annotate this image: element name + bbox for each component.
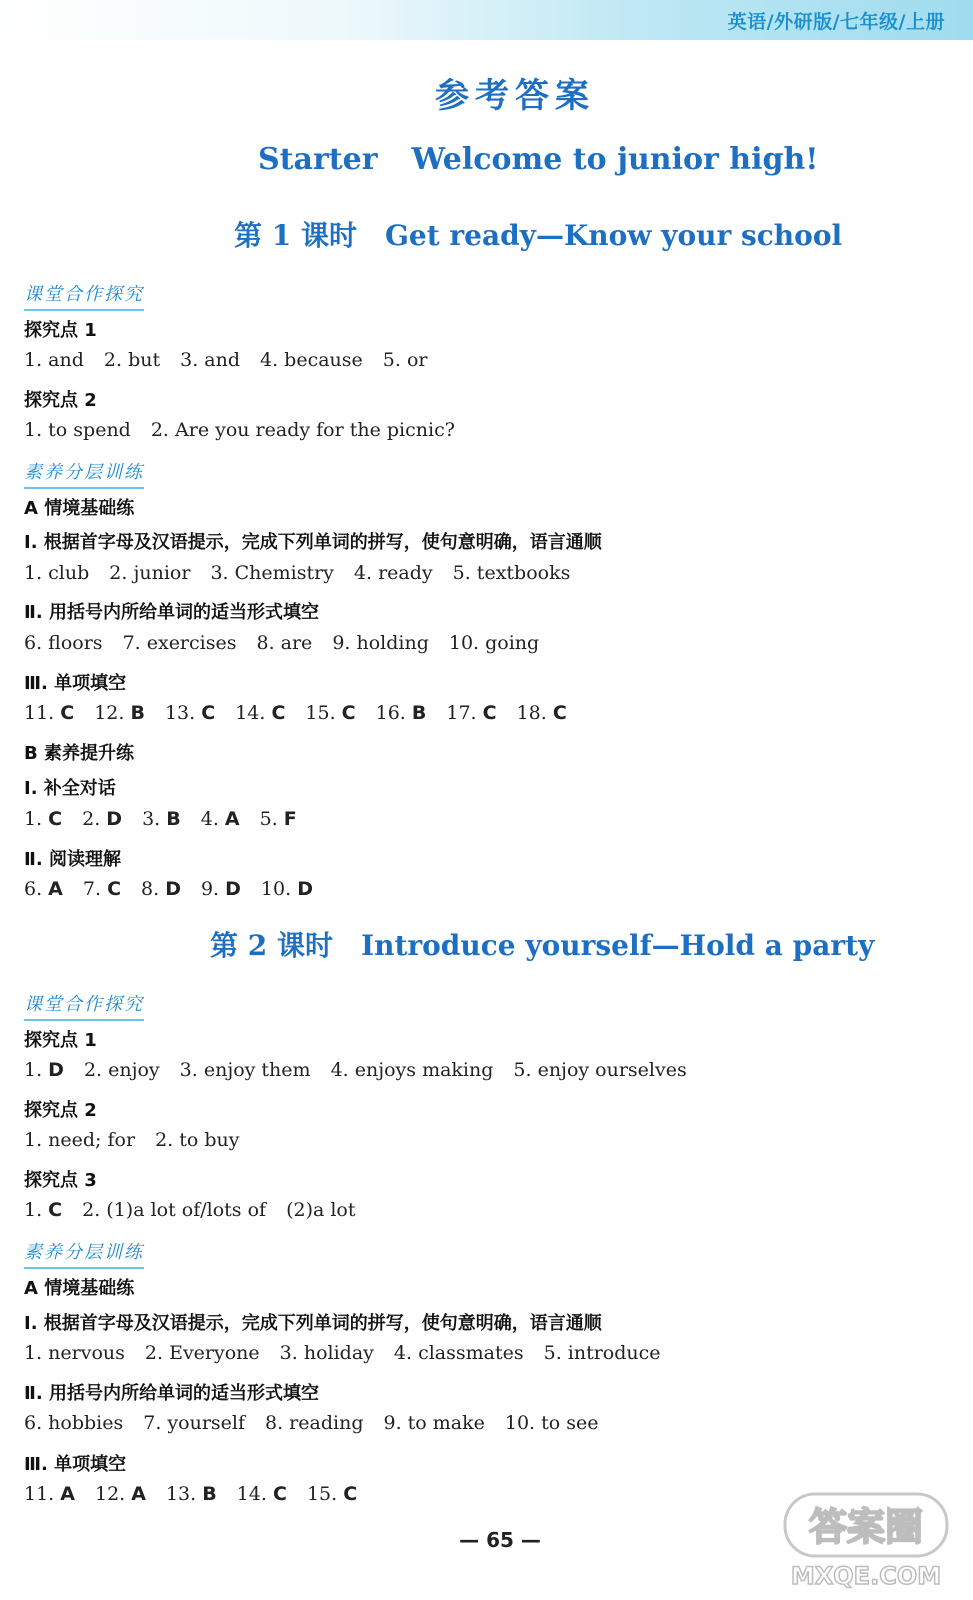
answer-item: 1. need; for xyxy=(24,1129,136,1151)
answer-item: 4. classmates xyxy=(393,1342,524,1364)
point-heading: 探究点 1 xyxy=(24,1030,97,1051)
answer-item: 15. C xyxy=(306,1483,358,1505)
answer-item: 8. D xyxy=(141,878,181,900)
header-bar xyxy=(0,0,973,40)
answer-item: 10. D xyxy=(260,878,313,900)
answer-line xyxy=(24,1412,618,1434)
answer-item: 3. and xyxy=(180,349,241,371)
answer-line xyxy=(24,808,317,830)
answer-item: 11. C xyxy=(24,702,75,724)
header-tag: 英语/外研版/七年级/上册 xyxy=(727,11,945,33)
level-heading: A 情境基础练 xyxy=(24,1278,135,1299)
answer-item: 8. reading xyxy=(265,1412,364,1434)
section-tag: 课堂合作探究 xyxy=(24,280,144,311)
answer-item: 14. C xyxy=(235,702,286,724)
answer-item: 3. B xyxy=(142,808,181,830)
answer-item: 4. A xyxy=(200,808,240,830)
answer-item: 4. enjoys making xyxy=(330,1059,494,1081)
point-heading: 探究点 2 xyxy=(24,390,97,411)
unit-label: Starter xyxy=(258,142,378,177)
exercise-heading: Ⅰ. 根据首字母及汉语提示，完成下列单词的拼写，使句意明确，语言通顺 xyxy=(24,532,602,553)
answer-item: 10. going xyxy=(448,632,540,654)
answer-item: 7. C xyxy=(82,878,122,900)
answer-item: 2. D xyxy=(82,808,123,830)
exercise-heading: Ⅱ. 用括号内所给单词的适当形式填空 xyxy=(24,1383,319,1404)
answer-item: 2. enjoy xyxy=(83,1059,160,1081)
answer-item: 3. holiday xyxy=(279,1342,374,1364)
lesson-2-name: Introduce yourself—Hold a party xyxy=(360,929,875,962)
answer-item: 6. floors xyxy=(24,632,103,654)
answer-line xyxy=(24,1129,259,1151)
lesson-1-title xyxy=(234,214,842,254)
answer-item: 13. B xyxy=(165,1483,217,1505)
unit-title xyxy=(258,142,818,177)
answer-item: 18. C xyxy=(516,702,567,724)
answer-line xyxy=(24,1483,377,1505)
answer-item: 1. nervous xyxy=(24,1342,125,1364)
answer-item: 9. to make xyxy=(383,1412,485,1434)
answer-item: 7. exercises xyxy=(122,632,237,654)
answer-line xyxy=(24,1059,707,1081)
section-tag: 素养分层训练 xyxy=(24,1238,144,1269)
lesson-1-label: 第 1 课时 xyxy=(234,219,357,252)
answer-line xyxy=(24,349,448,371)
level-heading: A 情境基础练 xyxy=(24,498,135,519)
watermark-text: 答案圈 xyxy=(808,1505,924,1549)
point-heading: 探究点 2 xyxy=(24,1100,97,1121)
answer-item: 5. introduce xyxy=(543,1342,661,1364)
answer-item: 9. D xyxy=(200,878,241,900)
point-heading: 探究点 1 xyxy=(24,320,97,341)
answer-line xyxy=(24,419,475,441)
exercise-heading: Ⅰ. 根据首字母及汉语提示，完成下列单词的拼写，使句意明确，语言通顺 xyxy=(24,1313,602,1334)
answer-item: 1. to spend xyxy=(24,419,131,441)
answer-line xyxy=(24,1342,681,1364)
exercise-heading: Ⅱ. 阅读理解 xyxy=(24,849,121,870)
answer-item: 7. yourself xyxy=(143,1412,246,1434)
page-title: 参考答案 xyxy=(435,76,595,116)
answer-item: (2)a lot xyxy=(286,1199,356,1221)
answer-item: 4. ready xyxy=(353,562,433,584)
lesson-2-label: 第 2 课时 xyxy=(210,929,333,962)
answer-item: 2. to buy xyxy=(155,1129,240,1151)
exercise-heading: Ⅰ. 补全对话 xyxy=(24,778,116,799)
lesson-1-name: Get ready—Know your school xyxy=(384,219,843,252)
watermark-logo xyxy=(781,1488,951,1592)
answer-item: 9. holding xyxy=(332,632,429,654)
exercise-heading: Ⅲ. 单项填空 xyxy=(24,673,127,694)
answer-item: 16. B xyxy=(375,702,427,724)
answer-line xyxy=(24,878,333,900)
answer-item: 5. or xyxy=(382,349,428,371)
answer-item: 2. Are you ready for the picnic? xyxy=(150,419,455,441)
answer-item: 1. club xyxy=(24,562,90,584)
answer-item: 4. because xyxy=(260,349,363,371)
answer-line xyxy=(24,562,590,584)
watermark-domain: MXQE.COM xyxy=(790,1562,942,1590)
answer-item: 2. Everyone xyxy=(144,1342,260,1364)
answer-item: 1. D xyxy=(24,1059,64,1081)
answer-item: 2. but xyxy=(103,349,161,371)
answer-item: 11. A xyxy=(24,1483,75,1505)
answer-item: 3. Chemistry xyxy=(210,562,334,584)
exercise-heading: Ⅲ. 单项填空 xyxy=(24,1454,127,1475)
unit-name: Welcome to junior high! xyxy=(411,142,819,177)
answer-item: 5. enjoy ourselves xyxy=(513,1059,687,1081)
level-heading: B 素养提升练 xyxy=(24,743,134,764)
answer-item: 13. C xyxy=(164,702,216,724)
page-number: — 65 — xyxy=(459,1528,541,1552)
answer-line xyxy=(24,702,587,724)
answer-item: 12. B xyxy=(94,702,145,724)
answer-item: 15. C xyxy=(305,702,356,724)
answer-item: 5. textbooks xyxy=(452,562,571,584)
answer-item: 14. C xyxy=(236,1483,287,1505)
exercise-heading: Ⅱ. 用括号内所给单词的适当形式填空 xyxy=(24,602,319,623)
answer-line xyxy=(24,1199,376,1221)
answer-item: 12. A xyxy=(94,1483,146,1505)
answer-item: 3. enjoy them xyxy=(179,1059,311,1081)
answer-item: 10. to see xyxy=(504,1412,599,1434)
answer-item: 2. junior xyxy=(109,562,191,584)
answer-item: 17. C xyxy=(446,702,497,724)
lesson-2-title xyxy=(210,924,874,964)
section-tag: 素养分层训练 xyxy=(24,458,144,489)
answer-item: 8. are xyxy=(256,632,313,654)
answer-item: 5. F xyxy=(259,808,297,830)
answer-item: 6. A xyxy=(24,878,63,900)
answer-item: 1. and xyxy=(24,349,84,371)
answer-item: 1. C xyxy=(24,1199,63,1221)
answer-item: 6. hobbies xyxy=(24,1412,124,1434)
answer-line xyxy=(24,632,559,654)
answer-item: 1. C xyxy=(24,808,63,830)
point-heading: 探究点 3 xyxy=(24,1170,97,1191)
section-tag: 课堂合作探究 xyxy=(24,990,144,1021)
answer-item: 2. (1)a lot of/lots of xyxy=(82,1199,267,1221)
